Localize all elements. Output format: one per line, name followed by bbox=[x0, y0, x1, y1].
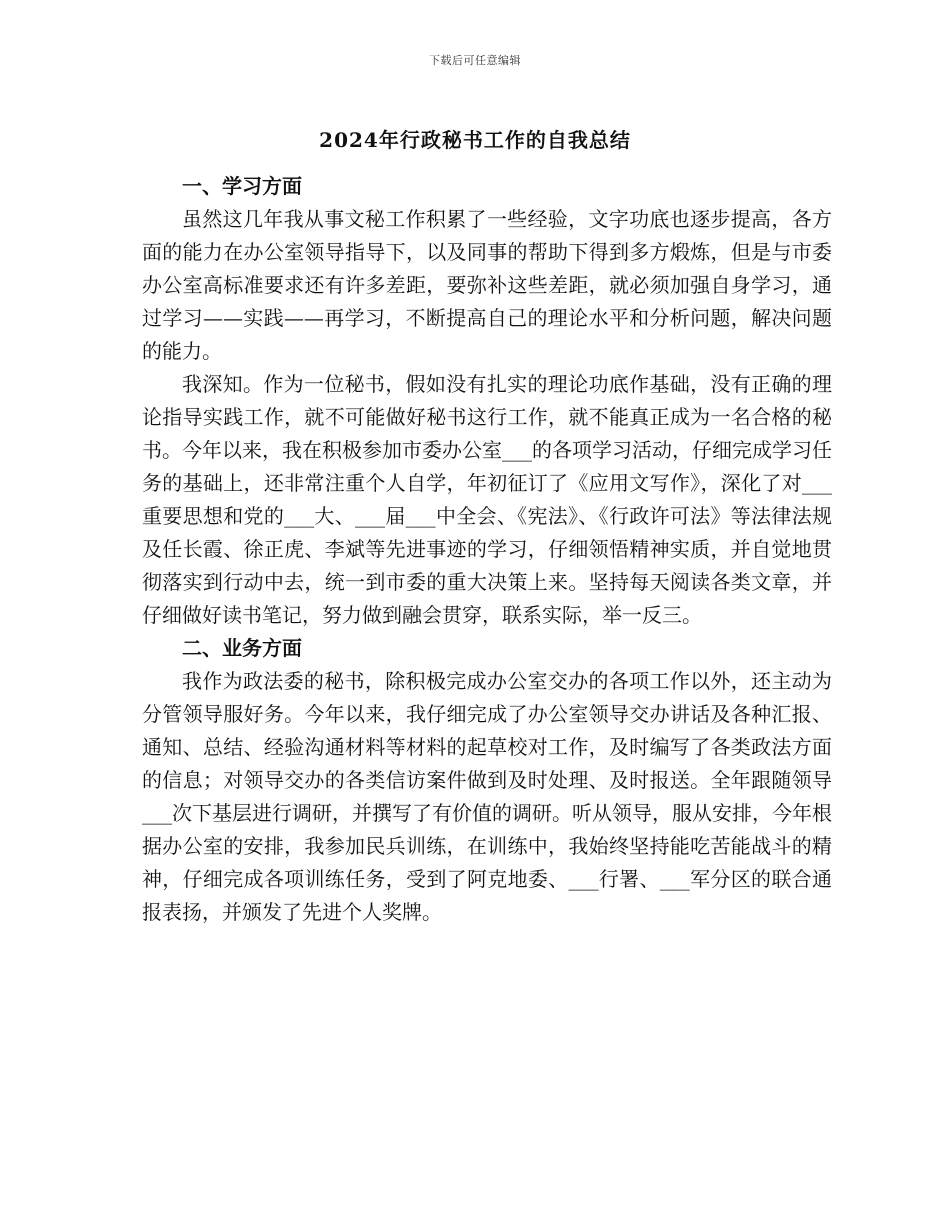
document-body bbox=[142, 170, 832, 929]
paragraph: 虽然这几年我从事文秘工作积累了一些经验，文字功底也逐步提高，各方面的能力在办公室领导指导下，以及同事的帮助下得到多方煅炼，但是与市委办公室高标准要求还有许多差距，要弥补这些差距，就必须加强自身学习，通过学习——实践——再学习，不断提高自己的理论水平和分析问题，解决问题的能力。 bbox=[142, 207, 832, 363]
paragraph: 我作为政法委的秘书，除积极完成办公室交办的各项工作以外，还主动为分管领导服好务。今年以来，我仔细完成了办公室领导交办讲话及各种汇报、通知、总结、经验沟通材料等材料的起草校对工作，及时编写了各类政法方面的信息；对领导交办的各类信访案件做到及时处理、及时报送。全年跟随领导___次下基层进行调研，并撰写了有价值的调研。听从领导，服从安排，今年根据办公室的安排，我参加民兵训练，在训练中，我始终坚持能吃苦能战斗的精神，仔细完成各项训练任务，受到了阿克地委、___行署、___军分区的联合通报表扬，并颁发了先进个人奖牌。 bbox=[142, 669, 832, 924]
paragraph: 我深知。作为一位秘书，假如没有扎实的理论功底作基础，没有正确的理论指导实践工作，就不可能做好秘书这行工作，就不能真正成为一名合格的秘书。今年以来，我在积极参加市委办公室___的各项学习活动，仔细完成学习任务的基础上，还非常注重个人自学，年初征订了《应用文写作》，深化了对___重要思想和党的___大、___届___中全会、《宪法》、《行政许可法》等法律法规及任长霞、徐正虎、李斌等先进事迹的学习，仔细领悟精神实质，并自觉地贯彻落实到行动中去，统一到市委的重大决策上来。坚持每天阅读各类文章，并仔细做好读书笔记，努力做到融会贯穿，联系实际，举一反三。 bbox=[142, 372, 832, 627]
document-title: 2024年行政秘书工作的自我总结 bbox=[319, 128, 631, 152]
section-heading-business: 二、业务方面 bbox=[182, 636, 302, 660]
section-heading-study: 一、学习方面 bbox=[182, 174, 302, 198]
header-note: 下载后可任意编辑 bbox=[429, 54, 521, 67]
